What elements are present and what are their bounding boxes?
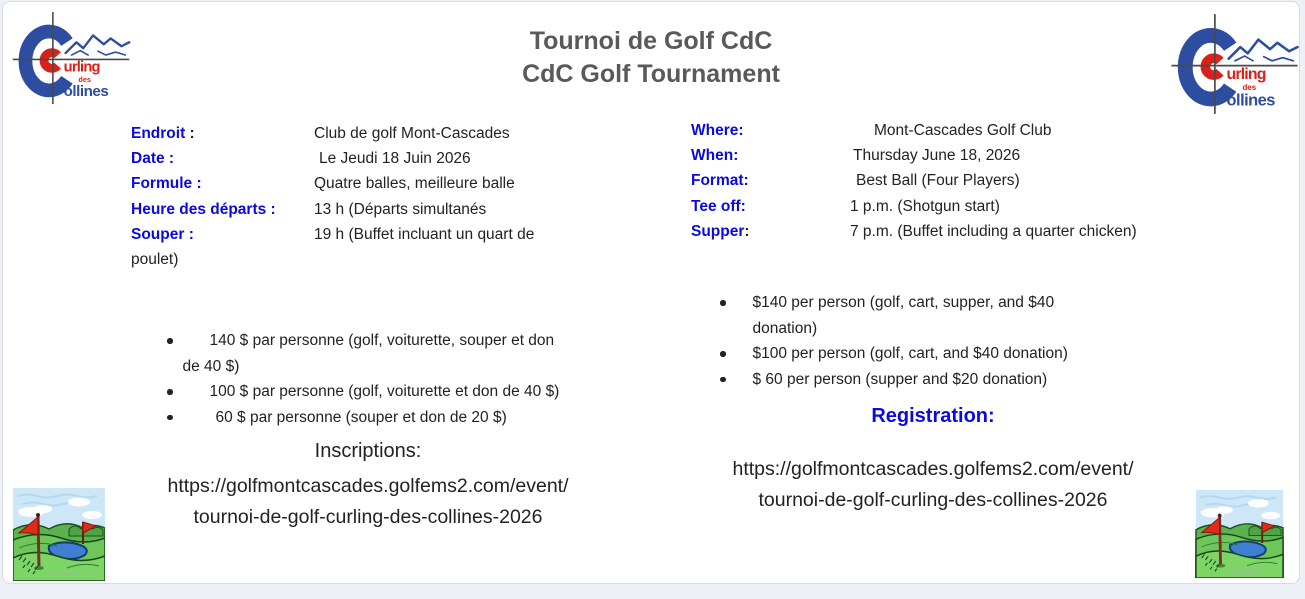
url-line: tournoi-de-golf-curling-des-collines-2026 xyxy=(193,506,543,528)
english-registration-url xyxy=(683,454,1183,516)
golf-green-image-left xyxy=(13,488,105,581)
info-colon: : xyxy=(185,125,195,142)
info-value: 7 p.m. (Buffet including a quarter chicken) xyxy=(850,222,1137,240)
price-item: $140 per person (golf, cart, supper, and $40 donation) xyxy=(752,294,1055,337)
info-value: 1 p.m. (Shotgun start) xyxy=(850,197,1000,215)
bullet-icon xyxy=(167,415,173,421)
info-colon: : xyxy=(738,122,744,139)
document-title xyxy=(3,25,1299,91)
title-line-english: CdC Golf Tournament xyxy=(522,60,780,88)
bullet-icon xyxy=(167,389,173,395)
info-colon: : xyxy=(184,225,194,243)
price-item-row xyxy=(167,328,565,379)
info-value: Le Jeudi 18 Juin 2026 xyxy=(319,150,471,168)
info-value: 13 h (Départs simultanés xyxy=(314,200,487,218)
info-value: Thursday June 18, 2026 xyxy=(853,147,1021,165)
price-item-row xyxy=(167,405,565,431)
price-item-row xyxy=(720,341,1098,367)
url-line: https://golfmontcascades.golfems2.com/event/ xyxy=(732,458,1134,480)
document-page xyxy=(2,1,1300,584)
french-registration-heading: Inscriptions: xyxy=(314,440,422,462)
info-colon: : xyxy=(192,175,202,193)
bullet-icon xyxy=(167,338,173,344)
info-row-heure-des-departs xyxy=(131,197,621,222)
info-row-endroit xyxy=(131,121,621,146)
info-label: Where xyxy=(691,122,739,139)
info-value: Quatre balles, meilleure balle xyxy=(314,175,515,193)
info-colon: : xyxy=(743,172,749,190)
info-value: Club de golf Mont-Cascades xyxy=(314,125,510,142)
info-colon: : xyxy=(266,200,276,218)
price-item-row xyxy=(720,367,1098,393)
info-row-tee-off xyxy=(691,194,1206,219)
info-value: 19 h (Buffet incluant un quart de xyxy=(314,225,535,243)
title-line-french: Tournoi de Golf CdC xyxy=(529,27,773,55)
info-value: Best Ball (Four Players) xyxy=(856,172,1020,190)
price-item-row xyxy=(167,379,565,405)
english-registration-heading: Registration: xyxy=(871,405,995,427)
info-colon: : xyxy=(740,197,746,215)
price-item-row xyxy=(720,290,1098,341)
info-row-souper xyxy=(131,222,621,247)
info-value: Mont-Cascades Golf Club xyxy=(874,122,1052,139)
info-label: Supper xyxy=(691,222,745,240)
golf-green-image-right xyxy=(1195,490,1284,578)
info-value-overflow: poulet) xyxy=(131,251,179,269)
price-item: 100 $ par personne (golf, voiturette et don de 40 $) xyxy=(209,383,560,400)
bullet-icon xyxy=(720,300,726,306)
info-colon: : xyxy=(164,150,175,168)
url-line: https://golfmontcascades.golfems2.com/event/ xyxy=(167,475,569,497)
english-price-list xyxy=(720,290,1098,392)
price-item: 140 $ par personne (golf, voiturette, souper et don de 40 $) xyxy=(182,332,555,375)
info-label: Tee off xyxy=(691,197,741,215)
info-label: Endroit xyxy=(131,125,186,142)
french-registration-url xyxy=(83,471,653,533)
info-row-where xyxy=(691,118,1206,143)
url-line: tournoi-de-golf-curling-des-collines-2026 xyxy=(758,489,1108,511)
bullet-icon xyxy=(720,351,726,357)
info-row-date xyxy=(131,146,621,171)
info-label: Heure des départs xyxy=(131,200,267,218)
info-label: When xyxy=(691,147,734,165)
info-label: Souper xyxy=(131,225,185,243)
info-label: Date xyxy=(131,150,165,168)
french-price-list xyxy=(167,328,565,430)
english-info-block xyxy=(691,118,1206,244)
price-item: 60 $ par personne (souper et don de 20 $) xyxy=(215,408,507,426)
info-label: Format xyxy=(691,172,744,190)
info-row-formule xyxy=(131,171,621,196)
french-info-block xyxy=(131,121,621,272)
info-row-format xyxy=(691,168,1206,193)
info-colon: : xyxy=(733,147,739,165)
info-colon: : xyxy=(744,222,750,240)
price-item: $100 per person (golf, cart, and $40 donation) xyxy=(752,345,1068,362)
info-row-when xyxy=(691,143,1206,168)
info-row-supper xyxy=(691,219,1206,244)
info-label: Formule xyxy=(131,175,193,193)
bullet-icon xyxy=(720,377,726,383)
price-item: $ 60 per person (supper and $20 donation) xyxy=(752,370,1048,388)
